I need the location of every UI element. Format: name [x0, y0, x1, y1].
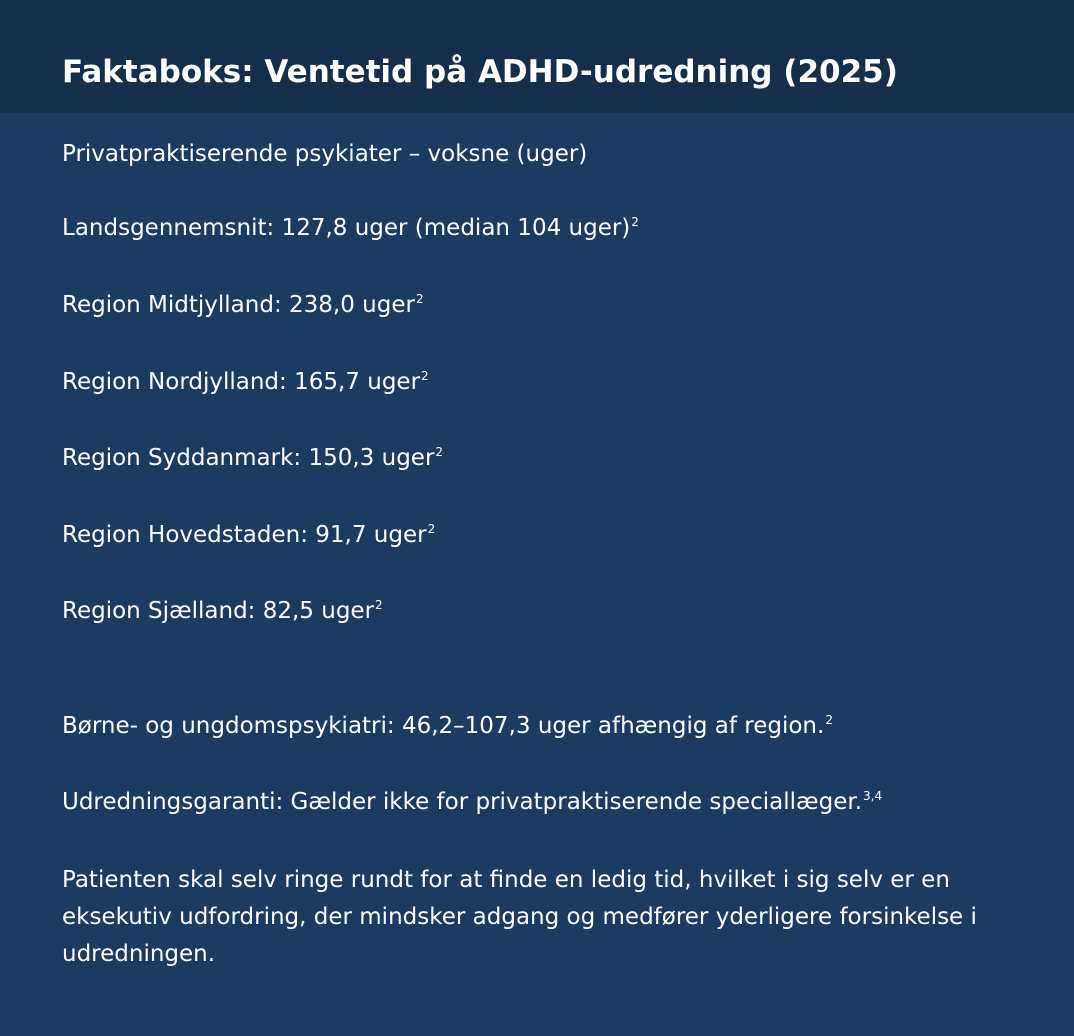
child-psychiatry-row — [62, 708, 833, 744]
footnote-ref: 2 — [375, 598, 383, 613]
stat-row-text: Landsgennemsnit: 127,8 uger (median 104 uger) — [62, 215, 631, 241]
stat-row-hovedstaden — [62, 517, 435, 553]
guarantee-row — [62, 784, 882, 820]
stat-row-text: Region Syddanmark: 150,3 uger — [62, 445, 435, 471]
footnote-ref: 2 — [825, 713, 833, 728]
footnote-ref: 2 — [415, 292, 424, 307]
footnote-ref: 2 — [421, 369, 429, 384]
stat-row-sjaelland — [62, 593, 383, 629]
factbox-title: Faktaboks: Ventetid på ADHD-udredning (2025) — [62, 54, 898, 90]
stat-row-midtjylland — [62, 287, 424, 323]
stat-row-nordjylland — [62, 364, 429, 400]
stat-row-text: Region Hovedstaden: 91,7 uger — [62, 522, 427, 548]
section-subtitle: Privatpraktiserende psykiater – voksne (uger) — [62, 141, 588, 167]
note-paragraph: Patienten skal selv ringe rundt for at finde en ledig tid, hvilket i sig selv er en eksekutiv udfordring, der mindsker adgang og medfører yderligere forsinkelse i udredningen. — [62, 867, 977, 967]
guarantee-text: Udredningsgaranti: Gælder ikke for privatpraktiserende speciallæger. — [62, 789, 863, 815]
child-psychiatry-text: Børne- og ungdomspsykiatri: 46,2–107,3 uger afhængig af region. — [62, 713, 825, 739]
footnote-ref: 3,4 — [863, 789, 883, 804]
stat-row-text: Region Midtjylland: 238,0 uger — [62, 292, 415, 318]
factbox-header — [0, 0, 1074, 113]
footnote-ref: 2 — [435, 445, 444, 460]
stat-row-text: Region Nordjylland: 165,7 uger — [62, 369, 421, 395]
footnote-ref: 2 — [427, 522, 436, 537]
stat-row-text: Region Sjælland: 82,5 uger — [62, 598, 375, 624]
stat-row-national-average — [62, 210, 639, 246]
footnote-ref: 2 — [631, 215, 639, 230]
stat-row-syddanmark — [62, 440, 443, 476]
